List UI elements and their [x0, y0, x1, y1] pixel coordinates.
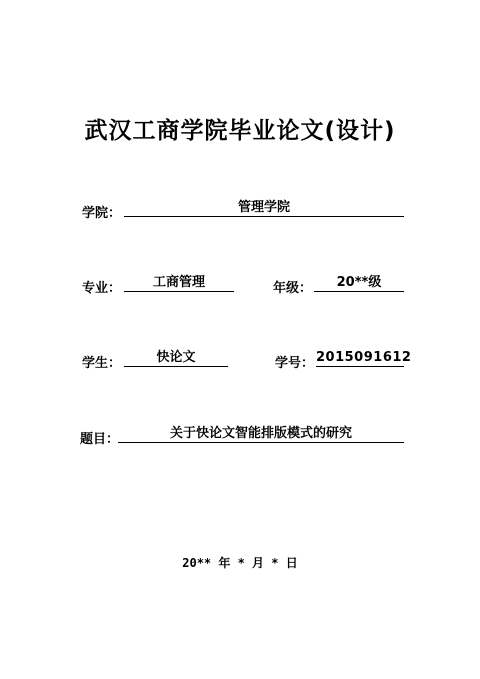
topic-label: 题目：: [80, 432, 120, 447]
thesis-title: 武汉工商学院毕业论文(设计): [84, 118, 396, 144]
student-label: 学生：: [82, 356, 122, 371]
grade-label: 年级：: [273, 281, 313, 296]
college-label: 学院：: [82, 206, 122, 221]
student-id-value: 2015091612: [316, 350, 412, 365]
college-value: 管理学院: [124, 200, 404, 217]
student-id-label: 学号：: [275, 356, 315, 371]
major-label: 专业：: [82, 281, 122, 296]
topic-value: 关于快论文智能排版模式的研究: [118, 426, 404, 443]
student-value: 快论文: [124, 350, 228, 367]
date-line: 20** 年 * 月 * 日: [182, 556, 298, 570]
major-value: 工商管理: [124, 275, 234, 292]
grade-value: 20**级: [314, 275, 404, 292]
